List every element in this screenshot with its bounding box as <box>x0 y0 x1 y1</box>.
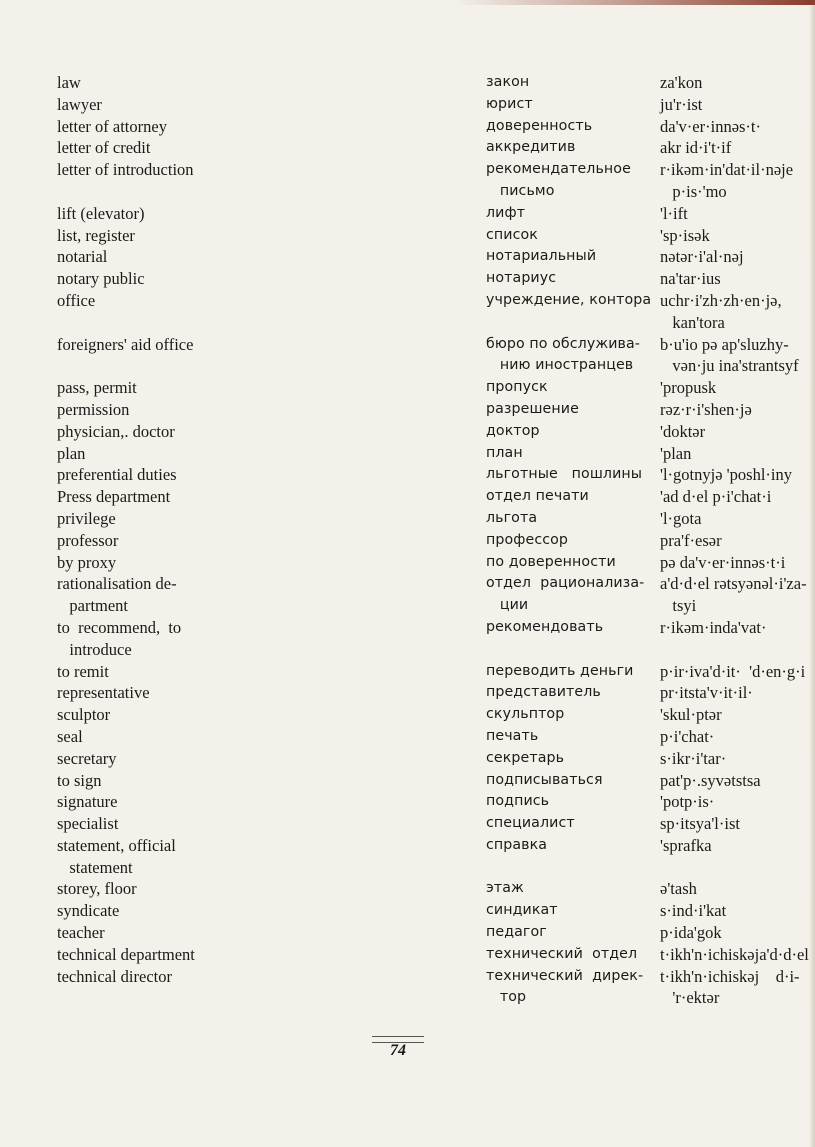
glossary-entry <box>0 682 815 704</box>
transliteration: pə da'v·er·innəs·t·i <box>660 552 786 572</box>
transliteration: 'sp·isək <box>660 225 710 245</box>
russian-term: рекомендовать <box>486 618 604 635</box>
english-term: office <box>57 290 96 310</box>
russian-term: синдикат <box>486 902 558 919</box>
russian-term: план <box>486 444 523 461</box>
transliteration: sp·itsya'l·ist <box>660 814 740 834</box>
transliteration: 'skul·ptər <box>660 705 722 725</box>
english-term: signature <box>57 792 118 812</box>
transliteration: 'l·gota <box>660 508 702 528</box>
english-term: Press department <box>57 487 171 507</box>
english-term: to sign <box>57 770 102 790</box>
russian-term: скульптор <box>486 706 565 723</box>
russian-term: переводить деньги <box>486 662 634 679</box>
transliteration: p·ida'gok <box>660 923 722 943</box>
transliteration: p·i'chat· <box>660 726 715 746</box>
transliteration: 'doktər <box>660 421 706 441</box>
russian-term: справка <box>486 836 548 853</box>
glossary-entry <box>0 486 815 508</box>
russian-term: технический отдел <box>486 945 638 962</box>
glossary-entry <box>0 137 815 159</box>
glossary-entry <box>0 813 815 835</box>
transliteration: 'plan <box>660 443 692 463</box>
glossary-entry <box>0 334 815 378</box>
transliteration: b·u'io pə ap'sluzhy- vən·ju ina'strantsyf <box>660 334 799 376</box>
english-term: notary public <box>57 269 145 289</box>
english-term: letter of attorney <box>57 116 167 136</box>
russian-term: доктор <box>486 422 540 439</box>
english-term: by proxy <box>57 552 117 572</box>
russian-term: закон <box>486 74 530 90</box>
transliteration: uchr·i'zh·zh·en·jə, kan'tora <box>660 290 782 332</box>
transliteration: ju'r·ist <box>660 94 703 114</box>
english-term: seal <box>57 726 83 746</box>
russian-term: бюро по обслужива- нию иностранцев <box>486 335 641 374</box>
transliteration: 'ad d·el p·i'chat·i <box>660 487 772 507</box>
transliteration: za'kon <box>660 73 703 92</box>
english-term: to remit <box>57 661 109 681</box>
glossary-entry <box>0 835 815 879</box>
transliteration: 'sprafka <box>660 835 712 855</box>
glossary-entry <box>0 770 815 792</box>
russian-term: подпись <box>486 793 550 810</box>
english-term: letter of introduction <box>57 160 194 180</box>
russian-term: пропуск <box>486 379 548 396</box>
english-term: list, register <box>57 225 135 245</box>
english-term: professor <box>57 530 119 550</box>
russian-term: отдел печати <box>486 488 589 505</box>
glossary-entry <box>0 878 815 900</box>
glossary-table <box>0 72 815 1009</box>
glossary-entry <box>0 508 815 530</box>
russian-term: лифт <box>486 204 526 221</box>
glossary-entry <box>0 726 815 748</box>
english-term: technical director <box>57 966 172 986</box>
transliteration: r·ikəm·in'dat·il·nəje p·is·'mo <box>660 160 794 201</box>
glossary-entry <box>0 421 815 443</box>
english-term: rationalisation de- partment <box>57 574 177 616</box>
transliteration: pra'f·esər <box>660 530 722 550</box>
glossary-entry <box>0 661 815 683</box>
transliteration: s·ikr·i'tar· <box>660 748 727 768</box>
glossary-entry <box>0 94 815 116</box>
english-term: storey, floor <box>57 879 137 899</box>
glossary-entry <box>0 225 815 247</box>
transliteration: t·ikh'n·ichiskəja'd·d·el <box>660 944 809 964</box>
russian-term: профессор <box>486 531 569 548</box>
transliteration: 'l·gotnyjə 'poshl·iny <box>660 465 792 485</box>
english-term: lawyer <box>57 94 102 114</box>
transliteration: na'tar·ius <box>660 269 721 289</box>
english-term: teacher <box>57 923 105 943</box>
glossary-entry <box>0 530 815 552</box>
transliteration: pr·itsta'v·it·il· <box>660 683 753 703</box>
english-term: privilege <box>57 508 116 528</box>
english-term: to recommend, to introduce <box>57 617 182 659</box>
transliteration: pat'p·.syvətstsa <box>660 770 761 790</box>
glossary-entry <box>0 966 815 1010</box>
transliteration: 'l·ift <box>660 203 688 223</box>
english-term: notarial <box>57 247 108 267</box>
russian-term: этаж <box>486 880 524 897</box>
russian-term: подписываться <box>486 771 603 788</box>
english-term: physician,. doctor <box>57 421 175 441</box>
english-term: sculptor <box>57 705 111 725</box>
english-term: foreigners' aid office <box>57 334 194 354</box>
english-term: law <box>57 73 81 92</box>
glossary-entry <box>0 922 815 944</box>
english-term: permission <box>57 399 130 419</box>
russian-term: список <box>486 226 538 243</box>
glossary-entry <box>0 464 815 486</box>
glossary-entry <box>0 203 815 225</box>
russian-term: льготные пошлины <box>486 466 643 483</box>
english-term: syndicate <box>57 901 120 921</box>
transliteration: a'd·d·el rətsyənəl·i'za- tsyi <box>660 574 807 616</box>
english-term: letter of credit <box>57 138 151 158</box>
english-term: representative <box>57 683 150 703</box>
transliteration: t·ikh'n·ichiskəj d·i- 'r·ektər <box>660 966 800 1008</box>
english-term: statement, official statement <box>57 835 176 877</box>
russian-term: печать <box>486 727 539 744</box>
russian-term: нотариус <box>486 270 557 287</box>
russian-term: аккредитив <box>486 139 576 156</box>
glossary-entry <box>0 573 815 617</box>
glossary-entry <box>0 748 815 770</box>
transliteration: da'v·er·innəs·t· <box>660 116 762 136</box>
page-number: 74 <box>390 1042 406 1059</box>
glossary-entry <box>0 617 815 661</box>
glossary-entry <box>0 268 815 290</box>
english-term: preferential duties <box>57 465 177 485</box>
english-term: specialist <box>57 814 119 834</box>
glossary-entry <box>0 399 815 421</box>
english-term: lift (elevator) <box>57 203 145 223</box>
transliteration: r·ikəm·inda'vat· <box>660 617 767 637</box>
transliteration: rəz·r·i'shen·jə <box>660 399 752 419</box>
glossary-entry <box>0 290 815 334</box>
russian-term: педагог <box>486 924 547 941</box>
russian-term: по доверенности <box>486 553 616 570</box>
transliteration: p·ir·iva'd·it· 'd·en·g·i <box>660 661 806 681</box>
glossary-entry <box>0 246 815 268</box>
russian-term: секретарь <box>486 749 565 766</box>
russian-term: отдел рационализа- ции <box>486 575 645 614</box>
glossary-entry <box>0 159 815 203</box>
glossary-entry <box>0 116 815 138</box>
russian-term: юрист <box>486 95 533 112</box>
russian-term: специалист <box>486 815 575 832</box>
glossary-entry <box>0 704 815 726</box>
glossary-entry <box>0 791 815 813</box>
russian-term: разрешение <box>486 400 579 417</box>
russian-term: представитель <box>486 684 601 701</box>
glossary-entry <box>0 443 815 465</box>
english-term: technical department <box>57 944 195 964</box>
russian-term: нотариальный <box>486 248 597 265</box>
transliteration: akr id·i't·if <box>660 138 732 158</box>
russian-term: технический дирек- тор <box>486 967 644 1006</box>
glossary-entry <box>0 552 815 574</box>
english-term: plan <box>57 443 86 463</box>
glossary-entry <box>0 72 815 94</box>
page-edge-band <box>455 0 815 5</box>
russian-term: учреждение, контора <box>486 291 652 308</box>
transliteration: s·ind·i'kat <box>660 901 727 921</box>
transliteration: ə'tash <box>660 879 697 899</box>
russian-term: льгота <box>486 509 538 526</box>
glossary-entry <box>0 377 815 399</box>
transliteration: 'potp·is· <box>660 792 715 812</box>
russian-term: доверенность <box>486 117 593 134</box>
russian-term: рекомендательное письмо <box>486 161 631 199</box>
glossary-entry <box>0 944 815 966</box>
english-term: pass, permit <box>57 378 137 398</box>
glossary-entry <box>0 900 815 922</box>
english-term: secretary <box>57 748 117 768</box>
transliteration: 'propusk <box>660 378 717 398</box>
transliteration: nətər·i'al·nəj <box>660 247 744 267</box>
